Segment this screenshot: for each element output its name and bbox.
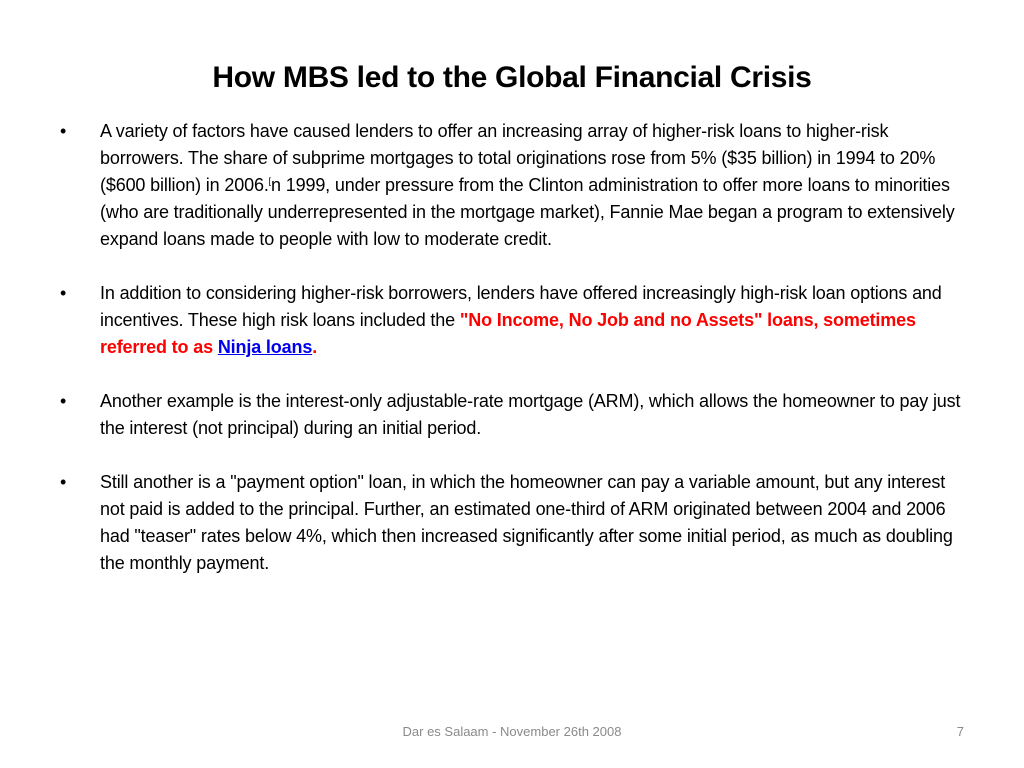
- slide-title: How MBS led to the Global Financial Crisis: [212, 61, 812, 94]
- bullet-item: [60, 469, 970, 577]
- bullet-text-continued: n 1999, under pressure from the Clinton administration to offer more loans to minorities (who are traditionally underrepresented in the mortgage market), Fannie Mae began a program to extensively expand loans made to people with low to moderate credit.: [100, 175, 955, 249]
- bullet-text: In addition to considering higher-risk borrowers, lenders have offered increasingly high-risk loan options and incentives. These high risk loans included the: [100, 283, 942, 330]
- bullet-item: [60, 118, 970, 253]
- bullet-item: [60, 388, 970, 442]
- bullet-dot-icon: •: [60, 283, 67, 303]
- bullet-dot-icon: •: [60, 391, 67, 411]
- bullet-item: [60, 280, 970, 361]
- emphasis-end: .: [312, 337, 318, 357]
- footnote-marker[interactable]: [: [268, 176, 272, 186]
- ninja-loans-link[interactable]: Ninja loans: [217, 337, 313, 357]
- bullet-dot-icon: •: [60, 472, 67, 492]
- bullet-text: Another example is the interest-only adjustable-rate mortgage (ARM), which allows the homeowner to pay just the interest (not principal) during an initial period.: [100, 391, 961, 438]
- bullet-text: Still another is a "payment option" loan, in which the homeowner can pay a variable amount, but any interest not paid is added to the principal. Further, an estimated one-third of ARM originated between 2004 and 2006 had "teaser" rates below 4%, which then increased significantly after some initial period, as much as doubling the monthly payment.: [100, 472, 953, 573]
- bullet-dot-icon: •: [60, 121, 67, 141]
- footer-text: Dar es Salaam - November 26th 2008: [402, 724, 622, 739]
- bullet-list: [60, 118, 970, 577]
- page-number: 7: [956, 724, 964, 739]
- emphasis-text: "No Income, No Job and no Assets" loans, sometimes referred to as: [100, 310, 916, 357]
- bullet-text: A variety of factors have caused lenders to offer an increasing array of higher-risk loans to higher-risk borrowers. The share of subprime mortgages to total originations rose from 5% ($35 billion) in 1994 to 20% ($600 billion) in 2006.: [100, 121, 936, 195]
